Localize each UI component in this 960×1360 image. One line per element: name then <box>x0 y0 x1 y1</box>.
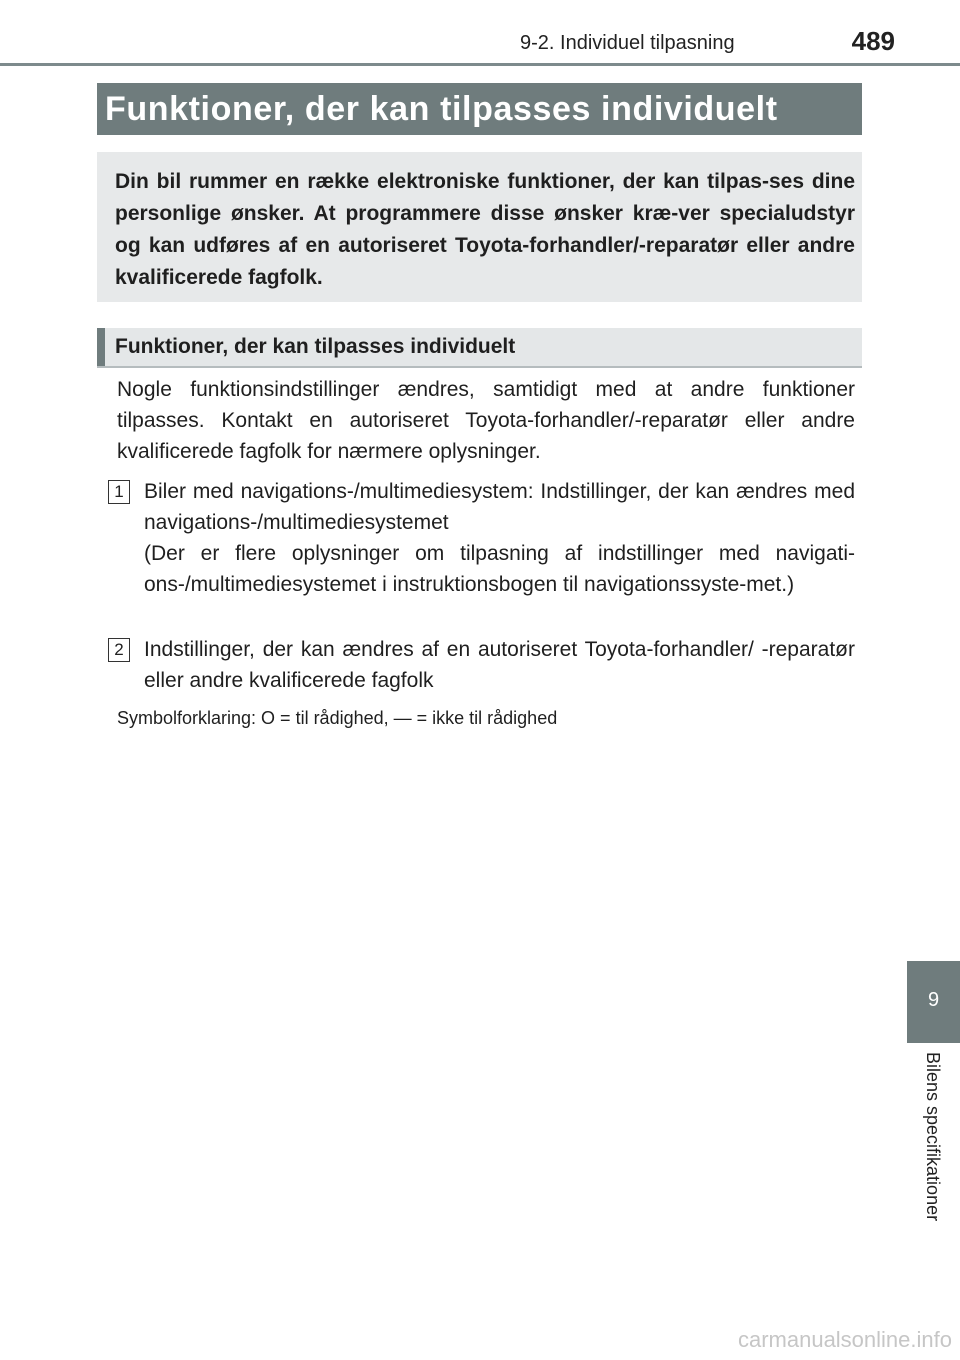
item-number-marker: 2 <box>108 638 130 662</box>
intro-box <box>97 152 862 302</box>
list-item-text <box>144 634 855 696</box>
list-item-main: Biler med navigations-/multimediesystem: Indstillinger, der kan ændres med navigations-/multimediesystemet <box>144 480 855 534</box>
item-number-marker: 1 <box>108 480 130 504</box>
subheading-band <box>97 328 862 368</box>
list-item-1 <box>108 476 855 636</box>
page-number: 489 <box>851 26 895 56</box>
chapter-label: Bilens specifikationer <box>923 1052 943 1222</box>
header-divider <box>0 63 960 66</box>
intro-paragraph: Din bil rummer en række elektroniske funktioner, der kan tilpas-ses dine personlige ønsker. At programmere disse ønsker kræ-ver specialudstyr og kan udføres af en autoriseret Toyota-forhandler/-reparatør eller andre kvalificerede fagfolk. <box>115 170 855 289</box>
list-item-note: (Der er flere oplysninger om tilpasning af indstillinger med navigati-ons-/multimediesystemet i instruktionsbogen til navigationssyste-met.) <box>144 542 855 596</box>
watermark: carmanualsonline.info <box>737 1327 952 1352</box>
list-item-text <box>144 476 855 600</box>
subheading-accent-bar <box>97 328 105 366</box>
body-paragraph: Nogle funktionsindstillinger ændres, samtidigt med at andre funktioner tilpasses. Kontakt en autoriseret Toyota-forhandler/-reparatør eller andre kvalificerede fagfolk for nærmere oplysninger. <box>117 378 855 463</box>
page-title: Funktioner, der kan tilpasses individuelt <box>105 90 778 128</box>
chapter-number: 9 <box>927 989 940 1011</box>
list-item-2 <box>108 634 855 698</box>
list-item-main: Indstillinger, der kan ændres af en autoriseret Toyota-forhandler/ -reparatør eller andre kvalificerede fagfolk <box>144 638 855 692</box>
chapter-label-container <box>913 1052 953 1258</box>
subheading-title: Funktioner, der kan tilpasses individuelt <box>115 335 516 358</box>
title-band <box>97 83 862 135</box>
symbol-legend: Symbolforklaring: O = til rådighed, — = ikke til rådighed <box>117 708 558 728</box>
header-section-title: 9-2. Individuel tilpasning <box>520 32 735 54</box>
chapter-tab <box>907 961 960 1043</box>
